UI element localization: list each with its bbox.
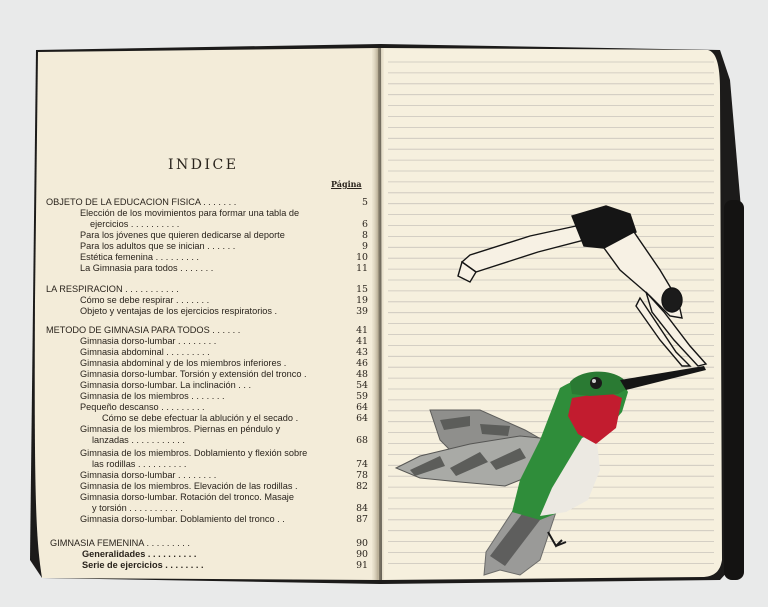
index-entry-page: 68 — [356, 435, 368, 446]
page-column-header: Página — [331, 179, 362, 189]
index-entry-text: Gimnasia dorso-lumbar . . . . . . . . — [80, 470, 217, 480]
index-entry-page: 91 — [356, 560, 368, 571]
index-entry-text: Para los adultos que se inician . . . . . . — [80, 241, 236, 251]
index-entry-page: 11 — [356, 263, 368, 274]
index-entry-text: Objeto y ventajas de los ejercicios respiratorios . — [80, 306, 278, 316]
index-entry-page: 87 — [356, 514, 368, 525]
index-entry-text: Cómo se debe respirar . . . . . . . — [80, 295, 210, 305]
index-entry-text: Gimnasia abdominal . . . . . . . . . — [80, 347, 210, 357]
index-entry-text: Serie de ejercicios . . . . . . . . — [82, 560, 204, 570]
index-entry-page: 64 — [356, 413, 368, 424]
index-entry-page: 39 — [356, 306, 368, 317]
index-entry-page: 5 — [362, 197, 368, 208]
index-entry-page: 90 — [356, 538, 368, 549]
index-entry-text: Gimnasia dorso-lumbar. Torsión y extensión del tronco . — [80, 369, 307, 379]
index-entry-text: lanzadas . . . . . . . . . . . — [92, 435, 185, 445]
index-entry-text: METODO DE GIMNASIA PARA TODOS . . . . . . — [46, 325, 241, 335]
index-entry-text: Gimnasia de los miembros . . . . . . . — [80, 391, 225, 401]
index-entry-text: GIMNASIA FEMENINA . . . . . . . . . — [50, 538, 190, 548]
index-entry-text: LA RESPIRACION . . . . . . . . . . . — [46, 284, 179, 294]
index-entry-page: 82 — [356, 481, 368, 492]
index-entry-page: 9 — [362, 241, 368, 252]
index-entry-text: Estética femenina . . . . . . . . . — [80, 252, 199, 262]
index-entry-text: Generalidades . . . . . . . . . . — [82, 549, 197, 559]
index-entry-text: Gimnasia de los miembros. Piernas en péndulo y — [80, 424, 281, 434]
index-entry-text: Gimnasia dorso-lumbar . . . . . . . . — [80, 336, 217, 346]
index-entry-text: las rodillas . . . . . . . . . . — [92, 459, 187, 469]
index-entry-page: 10 — [356, 252, 368, 263]
index-entry-text: Gimnasia dorso-lumbar. Doblamiento del tronco . . — [80, 514, 285, 524]
index-entry-text: Pequeño descanso . . . . . . . . . — [80, 402, 205, 412]
index-entry-text: La Gimnasia para todos . . . . . . . — [80, 263, 214, 273]
index-entry-page: 19 — [356, 295, 368, 306]
index-entry-page: 41 — [356, 336, 368, 347]
index-entry-text: OBJETO DE LA EDUCACION FISICA . . . . . . . — [46, 197, 237, 207]
index-entry-text: Elección de los movimientos para formar una tabla de — [80, 208, 300, 218]
index-entry-text: Gimnasia de los miembros. Elevación de las rodillas . — [80, 481, 298, 491]
index-entry-text: Para los jóvenes que quieren dedicarse al deporte — [80, 230, 285, 240]
index-entry-page: 8 — [362, 230, 368, 241]
index-title: INDICE — [168, 157, 239, 173]
index-entry-text: Cómo se debe efectuar la ablución y el secado . — [102, 413, 299, 423]
index-entry-page: 74 — [356, 459, 368, 470]
index-entry-page: 6 — [362, 219, 368, 230]
index-entry-page: 48 — [356, 369, 368, 380]
index-entry-text: y torsión . . . . . . . . . . . — [92, 503, 183, 513]
index-entry-text: Gimnasia dorso-lumbar. La inclinación . . . — [80, 380, 252, 390]
index-entry-page: 43 — [356, 347, 368, 358]
index-entry-text: Gimnasia de los miembros. Doblamiento y flexión sobre — [80, 448, 308, 458]
index-entry-page: 41 — [356, 325, 368, 336]
index-entry-text: Gimnasia dorso-lumbar. Rotación del tronco. Masaje — [80, 492, 294, 502]
index-entry-page: 46 — [356, 358, 368, 369]
index-entry-text: Gimnasia abdominal y de los miembros inferiores . — [80, 358, 287, 368]
index-entry-page: 59 — [356, 391, 368, 402]
index-entry-page: 90 — [356, 549, 368, 560]
index-entry-page: 84 — [356, 503, 368, 514]
index-entry-page: 15 — [356, 284, 368, 295]
index-entry-text: ejercicios . . . . . . . . . . — [90, 219, 180, 229]
index-entry-page: 54 — [356, 380, 368, 391]
index-entry-page: 78 — [356, 470, 368, 481]
index-entry-page: 64 — [356, 402, 368, 413]
